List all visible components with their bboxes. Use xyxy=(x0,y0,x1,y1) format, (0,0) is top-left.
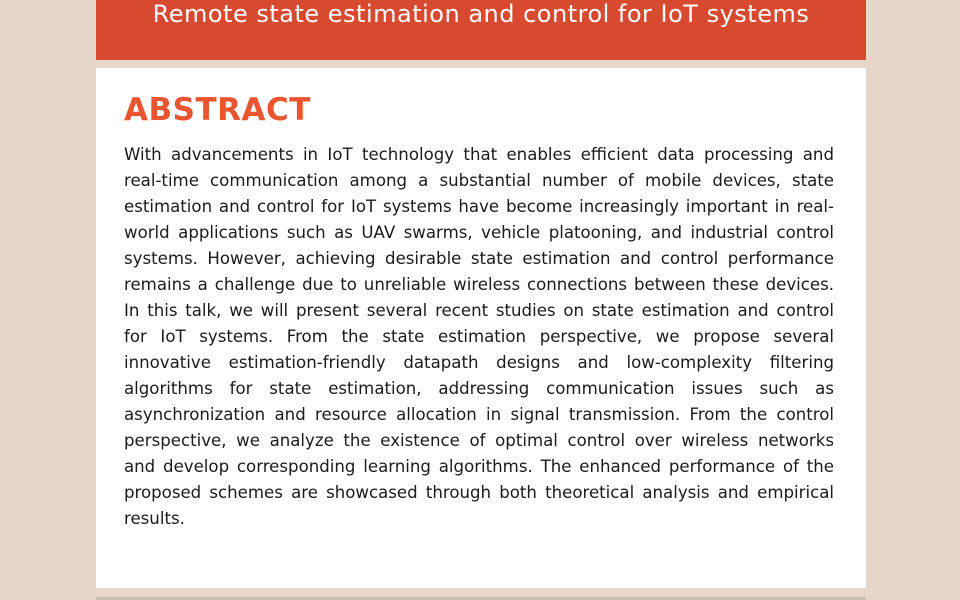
title-banner xyxy=(96,0,866,60)
poster-title: Remote state estimation and control for IoT systems xyxy=(152,0,810,28)
abstract-heading: ABSTRACT xyxy=(124,92,311,128)
abstract-body-text: With advancements in IoT technology that enables efficient data processing and real-time communication among a substantial number of mobile devices, state estimation and control for IoT systems have become increasingly important in real-world applications such as UAV swarms, vehicle platooning, and industrial control systems. However, achieving desirable state estimation and control performance remains a challenge due to unreliable wireless connections between these devices. In this talk, we will present several recent studies on state estimation and control for IoT systems. From the state estimation perspective, we propose several innovative estimation-friendly datapath designs and low-complexity filtering algorithms for state estimation, addressing communication issues such as asynchronization and resource allocation in signal transmission. From the control perspective, we analyze the existence of optimal control over wireless networks and develop corresponding learning algorithms. The enhanced performance of the proposed schemes are showcased through both theoretical analysis and empirical results. xyxy=(124,145,834,528)
abstract-card xyxy=(96,68,866,588)
